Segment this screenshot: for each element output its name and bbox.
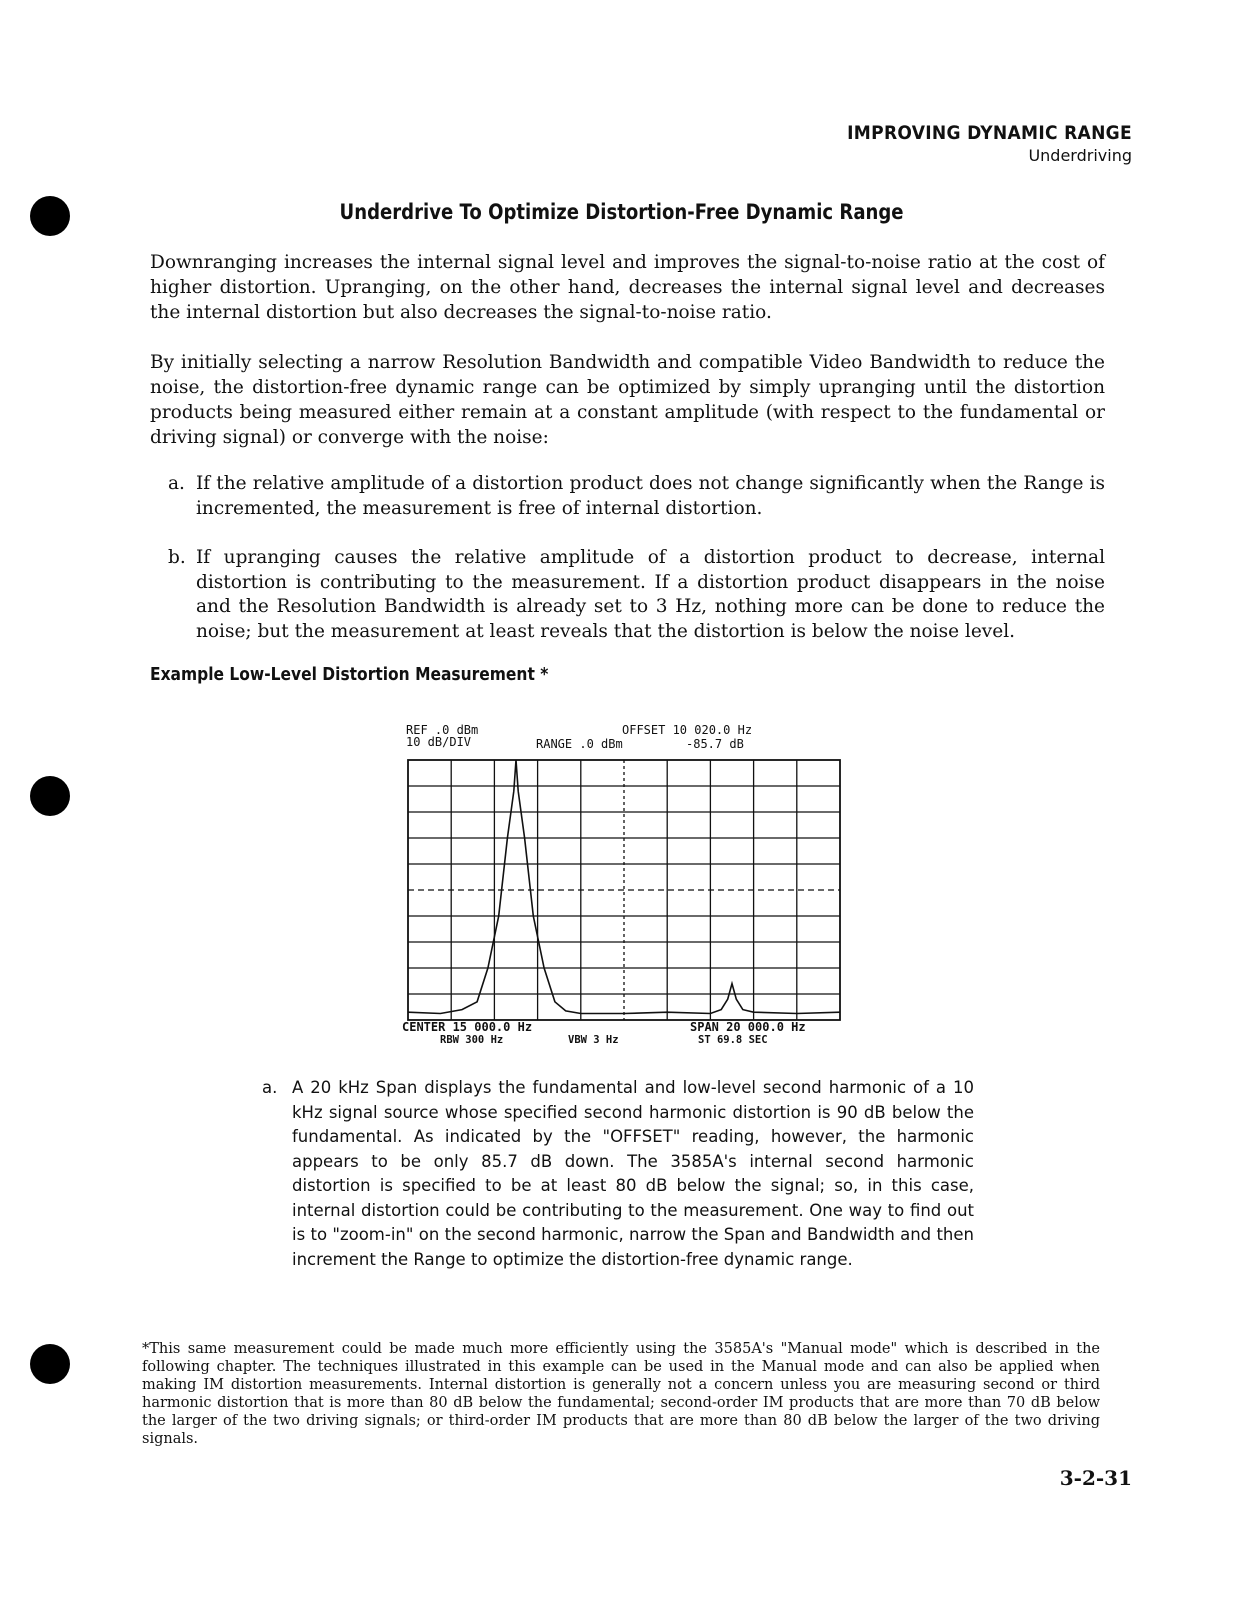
figure-note <box>262 1076 974 1272</box>
offset-amplitude-readout: -85.7 dB <box>686 737 744 751</box>
paragraph: Downranging increases the internal signal level and improves the signal-to-noise ratio at the cost of higher distortion. Upranging, on the other hand, decreases the internal signal level and decreases the internal distortion but also decreases the signal-to-noise ratio. <box>150 252 1105 323</box>
running-header-subtitle: Underdriving <box>1028 146 1132 165</box>
plot-reference-lines <box>408 760 840 1020</box>
span-readout: SPAN 20 000.0 Hz <box>690 1020 806 1034</box>
list-item-text: If upranging causes the relative amplitude of a distortion product to decrease, internal distortion is contributing to the measurement. If a distortion product disappears in the noise and the Resolution Bandwidth is already set to 3 Hz, nothing more can be done to reduce the noise; but the measurement at least reveals that the distortion is below the noise level. <box>196 547 1105 642</box>
note-marker: a. <box>262 1078 278 1097</box>
vbw-readout: VBW 3 Hz <box>568 1034 619 1046</box>
list-marker: b. <box>168 547 186 568</box>
sweep-time-readout: ST 69.8 SEC <box>698 1034 768 1046</box>
running-header-title: IMPROVING DYNAMIC RANGE <box>847 122 1132 144</box>
list-item-text: If the relative amplitude of a distortion product does not change significantly when the Range is incremented, the measurement is free of internal distortion. <box>196 473 1105 519</box>
scale-readout: 10 dB/DIV <box>406 735 472 749</box>
range-readout: RANGE .0 dBm <box>536 737 623 751</box>
footnote: *This same measurement could be made much more efficiently using the 3585A's "Manual mode" which is described in the following chapter. The techniques illustrated in this example can be used in the Manual mode and can also be applied when making IM distortion measurements. Internal distortion is generally not a concern unless you are measuring second or third harmonic distortion that is more than 80 dB below the fundamental; second-order IM products that are more than 70 dB below the larger of the two driving signals; or third-order IM products that are more than 80 dB below the larger of the two driving signals. <box>142 1341 1100 1447</box>
page-number: 3-2-31 <box>1059 1466 1132 1490</box>
paragraph: By initially selecting a narrow Resolution Bandwidth and compatible Video Bandwidth to reduce the noise, the distortion-free dynamic range can be optimized by simply upranging until the distortion products being measured either remain at a constant amplitude (with respect to the fundamental or driving signal) or converge with the noise: <box>150 352 1105 448</box>
reference-level-readout: REF .0 dBm <box>406 723 479 737</box>
section-title: Underdrive To Optimize Distortion-Free Dynamic Range <box>339 200 904 224</box>
center-frequency-readout: CENTER 15 000.0 Hz <box>402 1020 533 1034</box>
note-text: A 20 kHz Span displays the fundamental and low-level second harmonic of a 10 kHz signal source whose specified second harmonic distortion is 90 dB below the fundamental. As indicated by the "OFFSET" reading, however, the harmonic appears to be only 85.7 dB down. The 3585A's internal second harmonic distortion is specified to be at least 80 dB below the signal; so, in this case, internal distortion could be contributing to the measurement. One way to find out is to "zoom-in" on the second harmonic, narrow the Span and Bandwidth and then increment the Range to optimize the distortion-free dynamic range. <box>292 1078 974 1269</box>
example-title: Example Low-Level Distortion Measurement * <box>150 664 549 685</box>
rbw-readout: RBW 300 Hz <box>440 1034 504 1046</box>
offset-frequency-readout: OFFSET 10 020.0 Hz <box>622 723 753 737</box>
list-marker: a. <box>168 473 185 494</box>
